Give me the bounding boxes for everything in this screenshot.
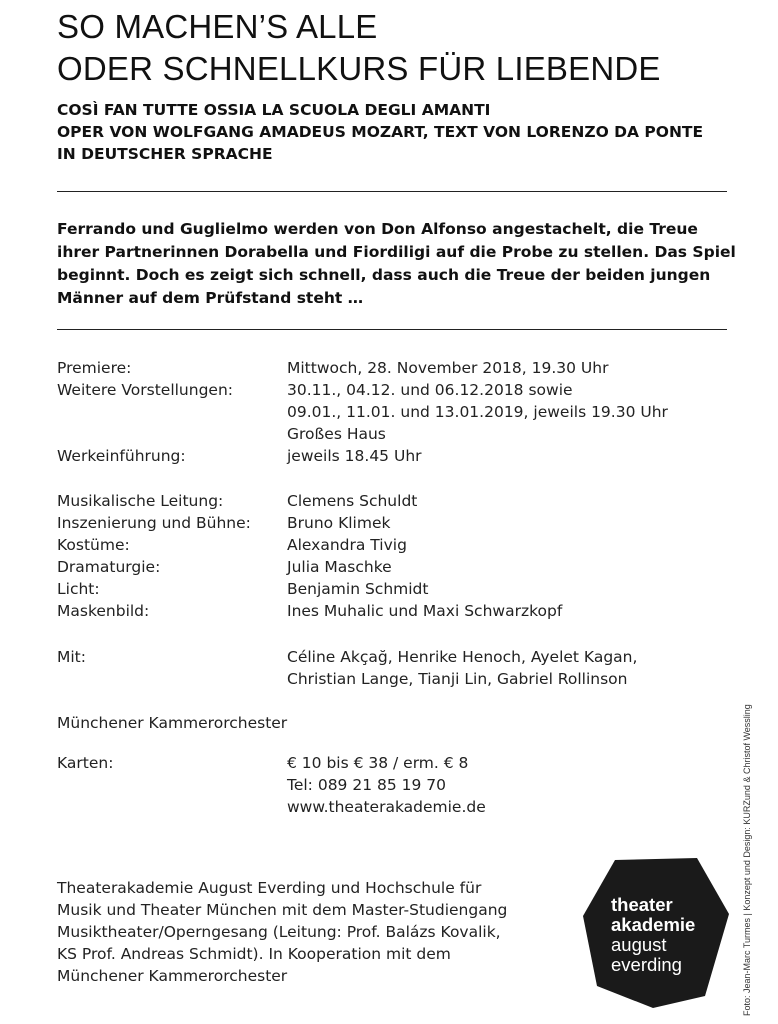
schedule-row	[57, 423, 737, 445]
logo-line-august: august	[611, 934, 667, 955]
schedule-label: Werkeinführung:	[57, 447, 186, 465]
credit-name: Ines Muhalic und Maxi Schwarzkopf	[287, 602, 563, 620]
theaterakademie-logo	[583, 858, 729, 1008]
credit-role: Kostüme:	[57, 536, 130, 554]
credit-name: Bruno Klimek	[287, 514, 391, 532]
logo-line-theater: theater	[611, 894, 673, 915]
credit-row	[57, 534, 737, 556]
logo-line-akademie: akademie	[611, 914, 696, 935]
schedule-label	[57, 423, 287, 445]
schedule-row	[57, 401, 737, 423]
credit-name: Alexandra Tivig	[287, 536, 407, 554]
schedule-value: jeweils 18.45 Uhr	[287, 447, 422, 465]
ticket-label	[57, 796, 287, 818]
credit-role: Licht:	[57, 580, 100, 598]
credit-row	[57, 490, 737, 512]
cast-names: Christian Lange, Tianji Lin, Gabriel Rollinson	[287, 670, 628, 688]
divider-bottom	[57, 329, 727, 330]
ticket-website-link[interactable]: www.theaterakademie.de	[287, 798, 486, 816]
credit-row	[57, 600, 737, 622]
logo-wordmark	[611, 895, 695, 975]
credit-name: Benjamin Schmidt	[287, 580, 429, 598]
synopsis-line: ihrer Partnerinnen Dorabella und Fiordiligi auf die Probe zu stellen. Das Spiel	[57, 243, 736, 261]
schedule-label	[57, 401, 287, 423]
subtitle-line-3: IN DEUTSCHER SPRACHE	[57, 145, 273, 163]
credit-row	[57, 512, 737, 534]
credit-name: Clemens Schuldt	[287, 492, 418, 510]
logo-line-everding: everding	[611, 954, 682, 975]
ticket-row	[57, 752, 737, 774]
footer-line: KS Prof. Andreas Schmidt). In Kooperation mit dem	[57, 945, 451, 963]
ticket-row	[57, 796, 737, 818]
schedule-value: Großes Haus	[287, 425, 386, 443]
cast-names: Céline Akçağ, Henrike Henoch, Ayelet Kagan,	[287, 648, 638, 666]
schedule-row	[57, 379, 737, 401]
credits-list	[57, 490, 737, 622]
page-title	[57, 6, 747, 90]
schedule-value: 09.01., 11.01. und 13.01.2019, jeweils 19.30 Uhr	[287, 403, 668, 421]
tickets-list	[57, 752, 737, 818]
footer-line: Münchener Kammerorchester	[57, 967, 288, 985]
ticket-label: Karten:	[57, 754, 114, 772]
schedule-row	[57, 445, 737, 467]
footer-line: Theaterakademie August Everding und Hochschule für	[57, 879, 482, 897]
footer-line: Musik und Theater München mit dem Master-Studiengang	[57, 901, 508, 919]
credit-row	[57, 556, 737, 578]
subtitle-line-1: COSÌ FAN TUTTE OSSIA LA SCUOLA DEGLI AMANTI	[57, 101, 491, 119]
cast-label: Mit:	[57, 648, 86, 666]
credit-role: Inszenierung und Bühne:	[57, 514, 251, 532]
subtitle	[57, 99, 747, 165]
synopsis-line: Männer auf dem Prüfstand steht …	[57, 289, 364, 307]
schedule-list	[57, 357, 737, 467]
cast-label	[57, 668, 287, 690]
cast-row	[57, 668, 737, 690]
schedule-label: Weitere Vorstellungen:	[57, 381, 233, 399]
orchestra: Münchener Kammerorchester	[57, 714, 288, 732]
ticket-phone: Tel: 089 21 85 19 70	[287, 776, 447, 794]
ticket-price: € 10 bis € 38 / erm. € 8	[287, 754, 469, 772]
cast-row	[57, 646, 737, 668]
synopsis	[57, 218, 736, 310]
credit-role: Maskenbild:	[57, 602, 150, 620]
synopsis-line: beginnt. Doch es zeigt sich schnell, dass auch die Treue der beiden jungen	[57, 266, 711, 284]
schedule-label: Premiere:	[57, 359, 132, 377]
cast-list	[57, 646, 737, 690]
title-line-1: SO MACHEN’S ALLE	[57, 8, 378, 45]
credit-role: Musikalische Leitung:	[57, 492, 224, 510]
synopsis-line: Ferrando und Guglielmo werden von Don Alfonso angestachelt, die Treue	[57, 220, 698, 238]
schedule-value: 30.11., 04.12. und 06.12.2018 sowie	[287, 381, 573, 399]
ticket-row	[57, 774, 737, 796]
credit-row	[57, 578, 737, 600]
ticket-label	[57, 774, 287, 796]
divider-top	[57, 191, 727, 192]
subtitle-line-2: OPER VON WOLFGANG AMADEUS MOZART, TEXT VON LORENZO DA PONTE	[57, 123, 704, 141]
footer-line: Musiktheater/Operngesang (Leitung: Prof. Balázs Kovalik,	[57, 923, 501, 941]
schedule-row	[57, 357, 737, 379]
credit-role: Dramaturgie:	[57, 558, 161, 576]
footer-note	[57, 877, 577, 987]
title-line-2: ODER SCHNELLKURS FÜR LIEBENDE	[57, 50, 661, 87]
schedule-value: Mittwoch, 28. November 2018, 19.30 Uhr	[287, 359, 609, 377]
credit-name: Julia Maschke	[287, 558, 392, 576]
photo-credit: Foto: Jean-Marc Turmes | Konzept und Design: KURZund & Christof Wessling	[742, 704, 752, 1016]
